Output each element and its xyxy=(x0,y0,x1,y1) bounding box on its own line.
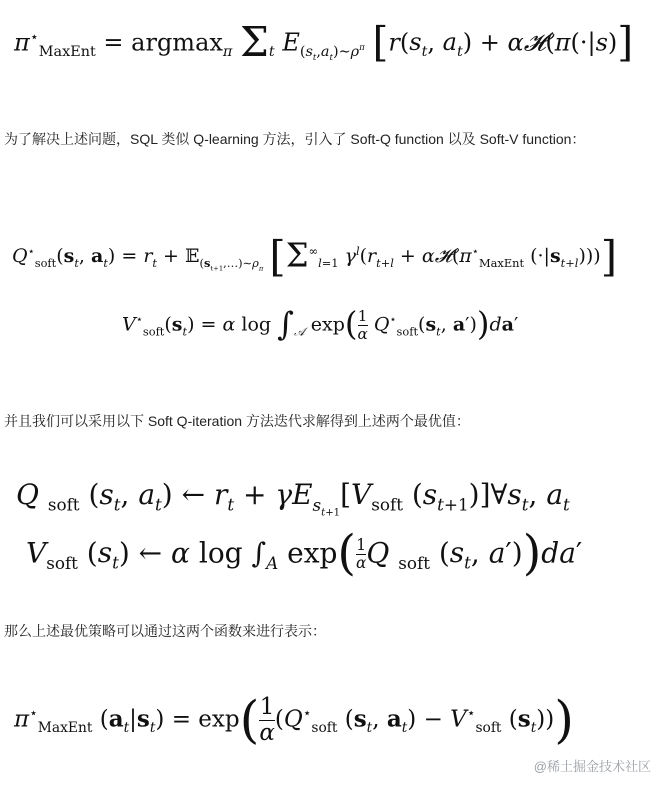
paragraph-optimal-policy: 那么上述最优策略可以通过这两个函数来进行表示： xyxy=(4,623,326,639)
equation-soft-v: $V^⋆_{soft}(s_t) = \alpha$ $\log \int_𝒜$ exp( $\frac{1}{\alpha}$ $Q^⋆_{soft}(s_t$, a′))da′ xyxy=(122,305,519,343)
paragraph-soft-q-iteration: 并且我们可以采用以下 Soft Q-iteration 方法迭代求解得到上述两个最优值： xyxy=(4,413,470,429)
equation-optimal-policy: $\pi^⋆_{MaxEnt}$ $(a_t|s_t) = \exp$( $\frac{1}{\alpha}$ ($Q^⋆_{soft}$ ($s_t$, $a_t) - V^⋆_{soft}$ $(s_t)$)) xyxy=(14,690,574,749)
equation-v-iteration-update: $V_{soft}$ $(s_t)$ ← α $\log \int_A$ exp( $\frac{1}{\alpha}$ Q $_{soft}$ ($s_t$, a′))da′ xyxy=(26,526,583,581)
watermark-text: @稀土掘金技术社区 xyxy=(533,759,651,774)
paragraph-soft-functions-intro: 为了解决上述问题，SQL 类似 Q-learning 方法，引入了 Soft-Q function 以及 Soft-V function： xyxy=(4,131,586,147)
equation-q-iteration-update: Q $_{soft}$ ($s_t$, $a_t$) ← $r_t + \gamma E_{s_{t+1}}[V_{soft}$ $(s_{t+1})]\forall s_t$, $a_t$ xyxy=(16,478,570,518)
equation-soft-q: $Q^⋆_{soft}(s_t$, $a_t) = r_t$ + 𝔼$_{(s_{t+1},\dots)\sim\rho_\pi}$ [$\Sigma^\infty_{l=1}$ $\gamma^l(r_{t+l}$ + $\alpha 𝓗(\pi^⋆_{MaxEnt}$ $(\cdot|s_{t+l})$))] xyxy=(12,232,617,281)
equation-maxent-objective: $\pi^⋆_{MaxEnt} = argmax_\pi$ $\Sigma_t$ $E_{(s_t,a_t)\sim\rho^\pi}$ [$r(s_t$, $a_t$) + α𝓗(π(·|s)] xyxy=(14,18,634,66)
